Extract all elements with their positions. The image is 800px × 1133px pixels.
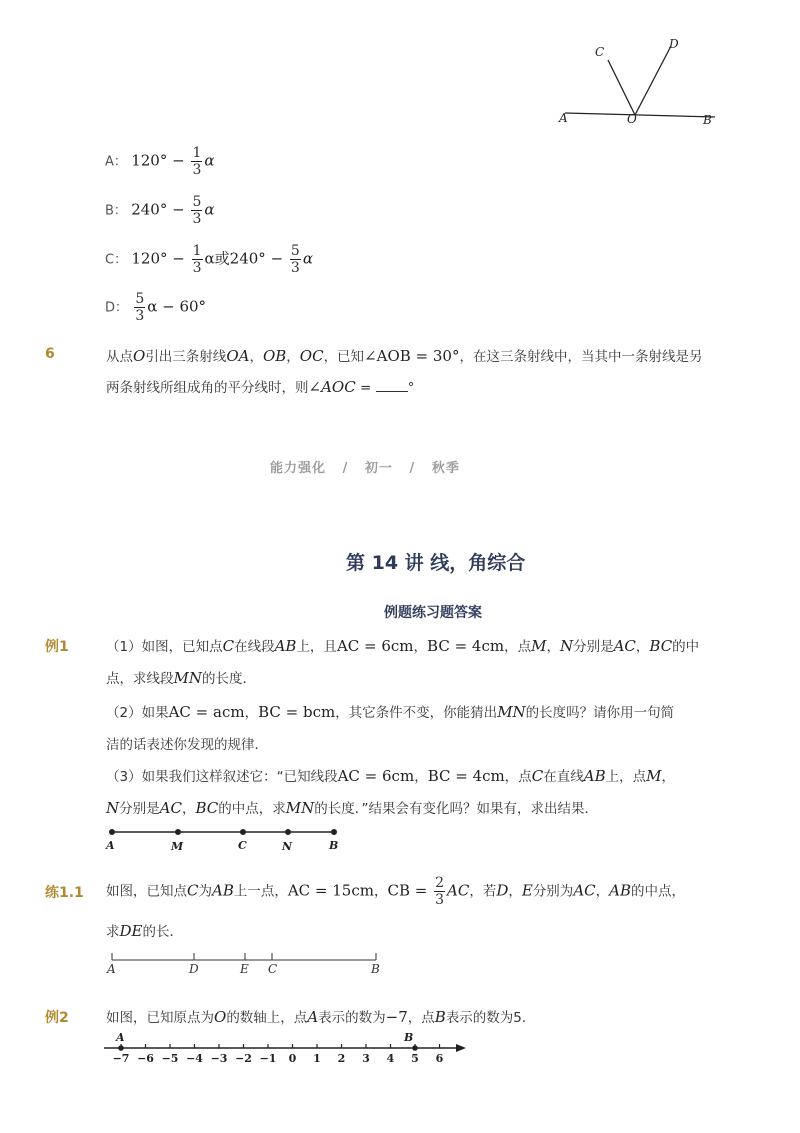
option-a-pre: 120° − bbox=[131, 151, 190, 170]
example-2-label: 例2 bbox=[45, 1010, 69, 1026]
option-a-post: α bbox=[204, 151, 215, 170]
point-b-label: B bbox=[404, 1031, 414, 1044]
axis-tick-label: −7 bbox=[112, 1052, 130, 1065]
ex1-p2-line2: 洁的话表述你发现的规律． bbox=[106, 737, 268, 753]
option-b-letter: B： bbox=[105, 203, 127, 219]
label-d: D bbox=[669, 37, 679, 51]
ex11-line1: 如图，已知点C为AB上一点，AC = 15cm，CB = $\frac{2}{3}$ AC，若D，E分别为AC，AB的中点， bbox=[106, 875, 685, 908]
ex1-p2-line1: （2）如果AC = acm，BC = bcm，其它条件不变，你能猜出MN的长度吗？请你用一句简 bbox=[106, 703, 675, 721]
ex11-line2: 求DE的长． bbox=[106, 922, 183, 940]
ex1-p1-line2: 点，求线段MN的长度． bbox=[106, 669, 256, 687]
option-a-fraction: $\frac{1}{3}$ bbox=[192, 145, 202, 178]
label-n: N bbox=[282, 840, 293, 853]
option-c-fraction1: $\frac{1}{3}$ bbox=[192, 243, 202, 276]
option-b-post: α bbox=[204, 200, 215, 219]
point-b bbox=[331, 829, 337, 835]
label-c: C bbox=[595, 45, 605, 59]
point-a-label: A bbox=[116, 1031, 125, 1044]
option-c-fraction2: $\frac{5}{3}$ bbox=[290, 243, 300, 276]
option-b-pre: 240° − bbox=[131, 200, 190, 219]
practice-1-1-label: 练1.1 bbox=[45, 885, 84, 901]
option-b[interactable] bbox=[105, 194, 215, 227]
axis-arrow bbox=[456, 1044, 466, 1052]
option-d-letter: D： bbox=[105, 300, 129, 316]
ex1-segment-figure bbox=[100, 822, 360, 858]
ray-oa-ob bbox=[565, 113, 715, 117]
label-c: C bbox=[268, 962, 278, 976]
label-a: A bbox=[106, 839, 115, 852]
option-a-letter: A： bbox=[105, 154, 127, 170]
axis-tick-label: 3 bbox=[362, 1052, 370, 1065]
page-footer: 能力强化 / 初一 / 秋季 bbox=[270, 461, 460, 476]
axis-tick-label: −6 bbox=[137, 1052, 154, 1065]
label-b: B bbox=[371, 962, 380, 976]
option-d-post: α − 60° bbox=[147, 297, 207, 316]
question-6-number: 6 bbox=[45, 346, 55, 362]
question-6-line1: 从点O引出三条射线OA，OB，OC，已知∠AOB = 30°，在这三条射线中，当其中一条射线是另 bbox=[106, 347, 703, 365]
ray-oc bbox=[608, 60, 635, 115]
label-a: A bbox=[559, 111, 568, 125]
label-o: O bbox=[627, 112, 637, 126]
axis-tick-label: −3 bbox=[210, 1052, 228, 1065]
axis-tick-label: −1 bbox=[259, 1052, 277, 1065]
question-6-line2: 两条射线所组成角的平分线时，则∠AOC = ° bbox=[106, 378, 415, 396]
answer-blank[interactable] bbox=[376, 379, 408, 392]
axis-tick-label: 5 bbox=[411, 1052, 419, 1065]
label-c: C bbox=[238, 839, 247, 852]
axis-tick-label: 2 bbox=[337, 1052, 346, 1065]
option-b-fraction: $\frac{5}{3}$ bbox=[192, 194, 202, 227]
option-d-fraction: $\frac{5}{3}$ bbox=[135, 291, 145, 324]
number-line bbox=[100, 1030, 470, 1066]
point-c bbox=[240, 829, 246, 835]
option-c-pre: 120° − bbox=[131, 249, 190, 268]
label-e: E bbox=[240, 962, 249, 976]
ex11-segment-figure bbox=[100, 948, 390, 978]
axis-ticks bbox=[113, 1044, 444, 1065]
ex1-p3-line2: N分别是AC，BC的中点，求MN的长度．”结果会有变化吗？如果有，求出结果． bbox=[106, 799, 598, 817]
axis-tick-label: 6 bbox=[435, 1052, 444, 1065]
axis-tick-label: 4 bbox=[386, 1052, 395, 1065]
axis-tick-label: −2 bbox=[235, 1052, 252, 1065]
point-m bbox=[175, 829, 181, 835]
ex1-p3-line1: （3）如果我们这样叙述它：“已知线段AC = 6cm，BC = 4cm，点C在直线AB上，点M， bbox=[106, 767, 675, 785]
option-c-mid: α或240° − bbox=[204, 249, 288, 268]
option-a[interactable] bbox=[105, 145, 215, 178]
label-m: M bbox=[171, 840, 184, 853]
point-a bbox=[118, 1045, 124, 1051]
point-a bbox=[109, 829, 115, 835]
angle-figure bbox=[555, 30, 725, 130]
label-d: D bbox=[189, 962, 199, 976]
option-c-post: α bbox=[302, 249, 313, 268]
axis-tick-label: −4 bbox=[186, 1052, 203, 1065]
axis-tick-label: 1 bbox=[313, 1052, 321, 1065]
axis-tick-label: −5 bbox=[161, 1052, 179, 1065]
label-a: A bbox=[107, 962, 116, 976]
ex2-line1: 如图，已知原点为O的数轴上，点A表示的数为−7，点B表示的数为5． bbox=[106, 1008, 536, 1026]
option-c-letter: C： bbox=[105, 252, 128, 268]
point-n bbox=[285, 829, 291, 835]
section-title: 例题练习题答案 bbox=[384, 605, 482, 621]
ray-od bbox=[635, 46, 671, 115]
ex1-p1-line1: （1）如图，已知点C在线段AB上，且AC = 6cm，BC = 4cm，点M，N分别是AC，BC的中 bbox=[106, 637, 700, 655]
axis-tick-label: 0 bbox=[288, 1052, 297, 1065]
option-c[interactable] bbox=[105, 243, 313, 276]
label-b: B bbox=[329, 839, 339, 852]
ratio-fraction: $\frac{2}{3}$ bbox=[435, 875, 445, 908]
example-1-label: 例1 bbox=[45, 639, 69, 655]
option-d[interactable] bbox=[105, 291, 206, 324]
lecture-title: 第 14 讲 线，角综合 bbox=[346, 552, 526, 574]
label-b: B bbox=[703, 113, 712, 127]
point-b bbox=[412, 1045, 418, 1051]
